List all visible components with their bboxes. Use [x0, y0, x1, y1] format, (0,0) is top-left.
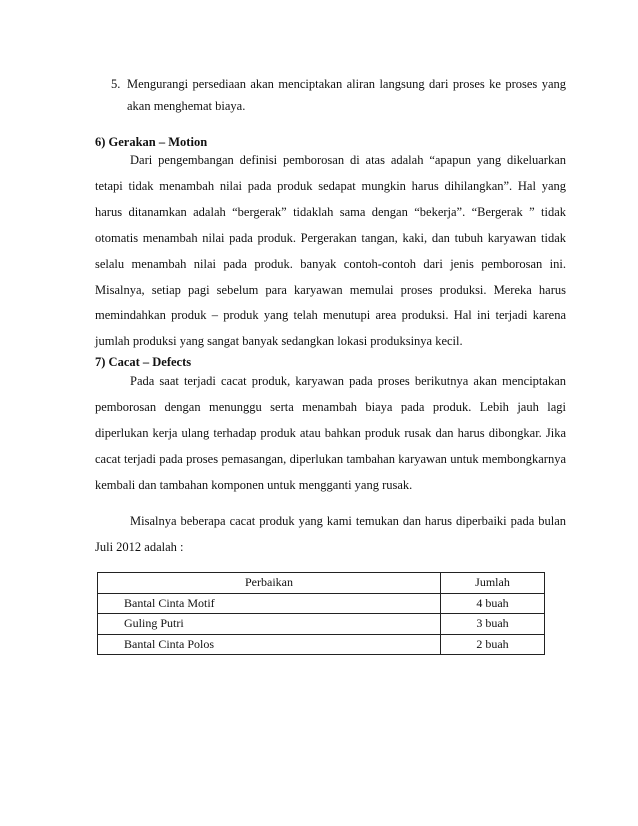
list-text: Mengurangi persediaan akan menciptakan aliran langsung dari proses ke proses yang akan menghemat biaya. [127, 77, 566, 113]
column-header: Jumlah [441, 573, 545, 594]
column-header: Perbaikan [98, 573, 441, 594]
list-item-5 [111, 73, 566, 117]
table-cell: Guling Putri [98, 614, 441, 635]
table-header-row [98, 573, 545, 594]
table-cell: 2 buah [441, 634, 545, 655]
paragraph-text: Dari pengembangan definisi pemborosan di atas adalah “apapun yang dikeluarkan tetapi tidak menambah nilai pada produk sedapat mungkin harus dihilangkan”. Hal yang harus ditanamkan adalah “bergerak” tidaklah sama dengan “bekerja”. “Bergerak ” tidak otomatis menambah nilai pada produk. Pergerakan tangan, kaki, dan tubuh karyawan tidak selalu menambah nilai pada produk. banyak contoh-contoh dari jenis pemborosan ini. Misalnya, setiap pagi sebelum para karyawan memulai proses produksi. Mereka harus memindahkan produk – produk yang telah menutupi area produksi. Hal ini terjadi karena jumlah produksi yang sangat banyak sedangkan lokasi produksinya kecil. [95, 153, 566, 349]
paragraph-defects [95, 369, 566, 499]
paragraph-text: Misalnya beberapa cacat produk yang kami temukan dan harus diperbaiki pada bulan Juli 2012 adalah : [95, 514, 566, 554]
defects-table [97, 572, 545, 655]
table-row [98, 593, 545, 614]
section-heading-defects: 7) Cacat – Defects [95, 355, 192, 369]
table-cell: Bantal Cinta Polos [98, 634, 441, 655]
paragraph-defects-example [95, 509, 566, 561]
section-heading-motion: 6) Gerakan – Motion [95, 135, 208, 149]
table-row [98, 614, 545, 635]
paragraph-text: Pada saat terjadi cacat produk, karyawan pada proses berikutnya akan menciptakan pemborosan dengan menunggu serta menambah biaya pada produk. Lebih jauh lagi diperlukan kerja ulang terhadap produk atau bahkan produk rusak dan harus dibongkar. Jika cacat terjadi pada proses pemasangan, diperlukan tambahan karyawan untuk membongkarnya kembali dan tambahan komponen untuk mengganti yang rusak. [95, 374, 566, 492]
paragraph-motion [95, 148, 566, 355]
table-cell: 3 buah [441, 614, 545, 635]
table-cell: Bantal Cinta Motif [98, 593, 441, 614]
table-cell: 4 buah [441, 593, 545, 614]
list-number: 5. [111, 77, 121, 91]
table-row [98, 634, 545, 655]
